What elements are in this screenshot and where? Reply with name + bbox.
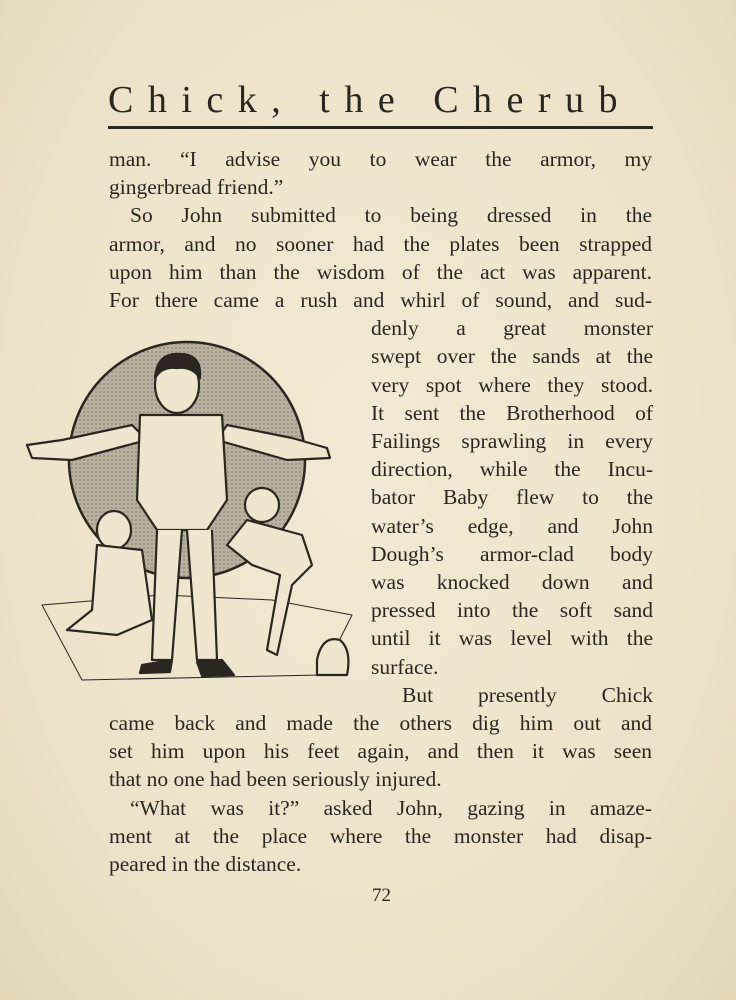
- text-line: upon him than the wisdom of the act was apparent.: [109, 259, 652, 284]
- text-line: peared in the distance.: [109, 852, 302, 876]
- running-header-title: Chick, the Cherub: [108, 79, 633, 121]
- text-line: surface.: [371, 654, 439, 679]
- text-line: “What was it?” asked John, gazing in amaze-: [130, 795, 652, 820]
- text-line: bator Baby flew to the: [371, 485, 653, 510]
- text-line: swept over the sands at the: [371, 344, 653, 369]
- text-line: pressed into the soft sand: [371, 598, 653, 623]
- illustration-armored-figure: [22, 330, 362, 695]
- text-line: It sent the Brotherhood of: [371, 400, 653, 425]
- text-line: But presently Chick: [402, 682, 653, 707]
- text-line: man. “I advise you to wear the armor, my: [109, 147, 652, 171]
- page-number: 72: [372, 885, 391, 906]
- text-line: gingerbread friend.”: [109, 175, 284, 200]
- text-line: that no one had been seriously injured.: [109, 767, 442, 792]
- text-line: very spot where they stood.: [371, 372, 653, 397]
- text-line: Failings sprawling in every: [371, 429, 653, 453]
- text-line: For there came a rush and whirl of sound, and sud-: [109, 288, 652, 312]
- text-line: Dough’s armor-clad body: [371, 541, 653, 566]
- text-line: until it was level with the: [371, 626, 653, 651]
- text-line: ment at the place where the monster had disap-: [109, 823, 652, 848]
- header-rule: [108, 126, 653, 129]
- text-line: came back and made the others dig him out and: [109, 711, 652, 735]
- text-line: denly a great monster: [371, 316, 653, 341]
- text-line: So John submitted to being dressed in the: [130, 203, 652, 228]
- text-line: direction, while the Incu-: [371, 457, 653, 482]
- text-line: water’s edge, and John: [371, 513, 653, 538]
- text-line: was knocked down and: [371, 570, 653, 594]
- text-line: set him upon his feet again, and then it was seen: [109, 739, 652, 764]
- text-line: armor, and no sooner had the plates been strapped: [109, 231, 652, 256]
